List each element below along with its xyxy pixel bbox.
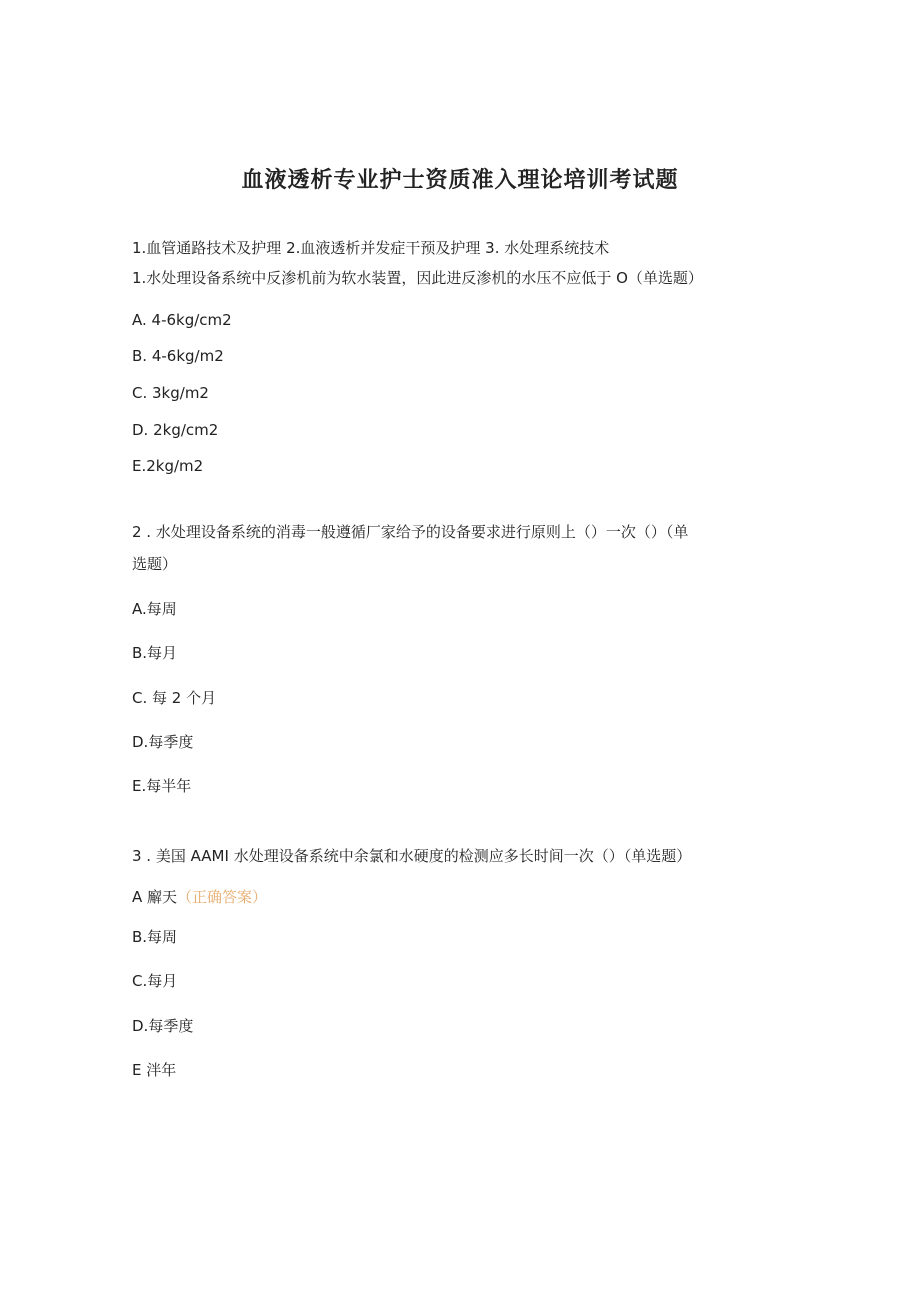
question-1-option-e: E.2kg∕m2 — [132, 457, 204, 475]
question-3-option-b: B.每周 — [132, 928, 178, 946]
correct-answer-label: （正确答案） — [177, 888, 268, 906]
question-2-option-e: E.每半年 — [132, 777, 192, 795]
question-2-option-c: C. 每 2 个月 — [132, 689, 217, 707]
question-2-option-d: D.每季度 — [132, 733, 194, 751]
question-1-option-d: D. 2kg∕cm2 — [132, 421, 219, 439]
question-3-option-a-text: A 廨天 — [132, 888, 178, 906]
question-3-stem: 3 . 美国 AAMI 水处理设备系统中余氯和水硬度的检测应多长时间一次（）（单选题） — [132, 847, 692, 865]
question-1-option-b: B. 4-6kg∕m2 — [132, 347, 224, 365]
question-1-option-a: A. 4-6kg∕cm2 — [132, 311, 232, 329]
question-2-option-a: A.每周 — [132, 600, 177, 618]
question-2-stem-cont: 选题） — [132, 555, 178, 573]
question-1-stem: 1.水处理设备系统中反渗机前为软水装置，因此进反渗机的水压不应低于 O（单选题） — [132, 269, 703, 287]
question-2-stem: 2 . 水处理设备系统的消毒一般遵循厂家给予的设备要求进行原则上（）一次（）（单 — [132, 523, 689, 541]
page-title: 血液透析专业护士资质准入理论培训考试题 — [241, 168, 679, 193]
question-3-option-a — [132, 886, 267, 907]
question-2-option-b: B.每月 — [132, 644, 178, 662]
topics-line: 1.血管通路技术及护理 2.血液透析并发症干预及护理 3. 水处理系统技术 — [132, 239, 610, 257]
question-3-option-d: D.每季度 — [132, 1017, 194, 1035]
question-3-option-c: C.每月 — [132, 972, 178, 990]
question-3-option-e: E 泮年 — [132, 1061, 177, 1079]
question-1-option-c: C. 3kg∕m2 — [132, 384, 209, 402]
